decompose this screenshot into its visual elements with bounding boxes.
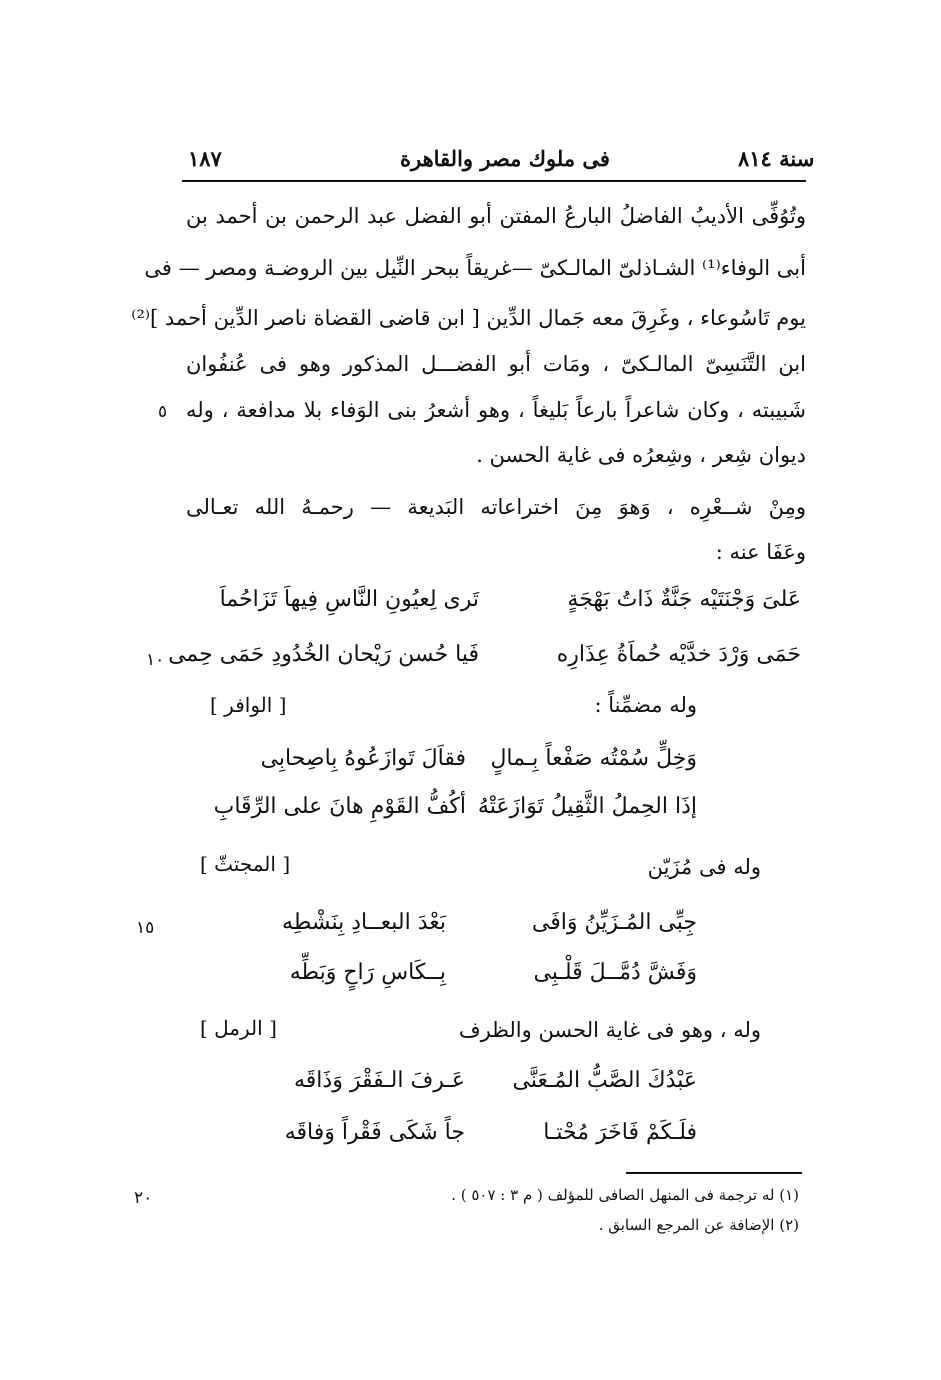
- paragraph-line: وعَفَا عنه :: [715, 540, 806, 564]
- meter-label: [ الرمل ]: [200, 1016, 277, 1040]
- verse-hemistich: وَخِلٍّ سُمْتُه صَفْعاً بِـمالٍ: [490, 746, 697, 771]
- verse-hemistich: فقاَلَ تَوازَعُوهُ بِاصِحابِى: [260, 746, 466, 771]
- verse-hemistich: فلَـكَمْ فَاخَرَ مُحْتـا: [543, 1120, 697, 1145]
- running-title: فى ملوك مصر والقاهرة: [400, 146, 610, 171]
- verse-hemistich: حَمَى وَرْدَ خدَّيْه حُماَةُ عِذَارِه: [556, 642, 801, 667]
- paragraph-line: ديوان شِعر ، وشِعرُه فى غاية الحسن .: [476, 443, 806, 467]
- verse-hemistich: أكُفُّ القَوْمِ هانَ على الرِّقَابِ: [213, 794, 466, 819]
- verse-hemistich: فَيا حُسن رَيْحان الخُدُودِ حَمَى حِمى: [168, 642, 479, 667]
- verse-hemistich: جِبِّى المُـزَيِّنُ وَافَى: [531, 910, 697, 935]
- verse-hemistich: تَرى لِعيُونِ النَّاسِ فِيهاَ تَزَاحُماَ: [219, 587, 479, 612]
- poem-intro: وله فى مُزَيّن: [647, 855, 761, 879]
- verse-hemistich: جاً شَكَى فَقْراً وَفاقَه: [284, 1120, 465, 1145]
- verse-hemistich: بِــكَاسِ رَاحٍ وَبَطِّه: [289, 960, 446, 985]
- verse-hemistich: بَعْدَ البعــادِ بِنَشْطِه: [282, 910, 446, 935]
- meter-label: [ الوافر ]: [210, 693, 287, 717]
- paragraph-line: أبى الوفاء⁽¹⁾ الشـاذلىّ المالـكىّ —غريقاً ببحر النِّيل بين الروضـة ومصر — فى: [144, 256, 806, 280]
- margin-number: ٢٠: [134, 1188, 153, 1208]
- verse-hemistich: عَلىَ وَجْنَتَيْه جَنَّةٌ ذَاتُ بَهْجَةٍ: [567, 587, 801, 612]
- page-number: ١٨٧: [188, 146, 222, 171]
- margin-number: ١٠: [146, 650, 165, 670]
- margin-number: ٥: [158, 402, 168, 422]
- paragraph-line: ومِنْ شــعْرِه ، وَهوَ مِنَ اختراعاته البَديعة — رحمـهُ الله تعـالى: [186, 495, 806, 519]
- margin-number: ١٥: [136, 918, 155, 938]
- meter-label: [ المجتثّ ]: [200, 852, 291, 876]
- verse-hemistich: إذَا الحِملُ الثَّقِيلُ تَوَازَعَتْهُ: [477, 794, 697, 819]
- paragraph-line: وتُوُفِّى الأديبُ الفاضلُ البارعُ المفتن أبو الفضل عبد الرحمن بن أحمد بن: [186, 204, 806, 228]
- footnote-rule: [626, 1172, 802, 1174]
- verse-hemistich: عَـرفَ الـفَقْرَ وَذَاقَه: [293, 1068, 465, 1093]
- year-label: سنة ٨١٤: [738, 146, 815, 171]
- header-rule: [182, 180, 806, 182]
- paragraph-line: شَبيبته ، وكان شاعراً بارعاً بَليغاً ، وهو أشعرُ بنى الوَفاء بلا مدافعة ، وله: [186, 398, 806, 422]
- paragraph-line: ابن التَّنَسِىّ المالـكىّ ، ومَات أبو الفضـــل المذكور وهو فى عُنفُوان: [186, 352, 806, 376]
- poem-intro: وله مضمِّناً :: [594, 693, 697, 717]
- verse-hemistich: وَفَشَّ دُمَّــلَ قَلْـبِى: [533, 960, 697, 985]
- footnote: (٢) الإضافة عن المرجع السابق .: [598, 1216, 799, 1234]
- footnote: (١) له ترجمة فى المنهل الصافى للمؤلف ( م ٣ : ٥٠٧ ) .: [451, 1186, 799, 1204]
- paragraph-line: يوم تَاسُوعاء ، وغَرِقَ معه جَمال الدِّين [ ابن قاضى القضاة ناصر الدِّين أحمد ]⁽²⁾: [131, 306, 806, 330]
- poem-intro: وله ، وهو فى غاية الحسن والظرف: [458, 1018, 761, 1042]
- verse-hemistich: عَبْدُكَ الصَّبُّ المُـعَنَّى: [512, 1068, 697, 1093]
